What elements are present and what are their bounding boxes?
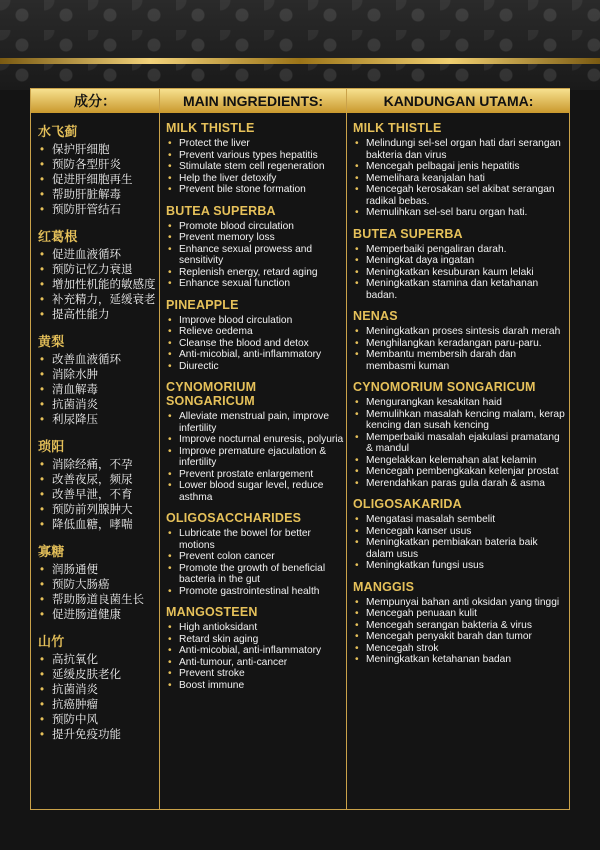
benefit-item: • Anti-micobial, anti-inflammatory [166,349,344,361]
benefit-item: • 利尿降压 [38,413,156,428]
ingredient-title: 山竹 [38,634,65,649]
benefit-item: • 帮助肠道良菌生长 [38,593,156,608]
ingredient-section [166,121,344,196]
benefit-item: • 提高性能力 [38,308,156,323]
benefit-item: • Anti-micobial, anti-inflammatory [166,645,344,657]
ingredient-title: BUTEA SUPERBA [353,226,463,241]
benefit-item: • Meningkatkan proses sintesis darah merah [353,326,567,338]
benefit-list [353,326,567,372]
benefit-item: • 降低血糖，哮喘 [38,518,156,533]
benefit-item: • Prevent colon cancer [166,551,344,563]
ingredient-title: MANGOSTEEN [166,605,258,619]
benefit-item: • 预防大肠癌 [38,578,156,593]
ingredient-title: OLIGOSAKARIDA [353,497,462,511]
benefit-item: • Anti-tumour, anti-cancer [166,657,344,669]
ingredient-title: MILK THISTLE [353,121,442,135]
benefit-list [166,138,344,196]
benefit-item: • 延缓皮肤老化 [38,668,156,683]
decorative-pattern [0,0,600,90]
ingredient-section [166,204,344,290]
benefit-item: • Memperbaiki masalah ejakulasi pramatang & mandul [353,432,567,455]
benefit-item: • Prevent prostate enlargement [166,469,344,481]
benefit-item: • Lower blood sugar level, reduce asthma [166,480,344,503]
benefit-list [353,397,567,489]
benefit-item: • Replenish energy, retard aging [166,267,344,279]
benefit-item: • Prevent memory loss [166,232,344,244]
benefit-item: • 预防中风 [38,713,156,728]
ingredient-title: OLIGOSACCHARIDES [166,511,302,525]
benefit-item: • 消除经痛，不孕 [38,458,156,473]
benefit-list [166,315,344,373]
ingredient-section [166,298,344,373]
benefit-item: • Mengelakkan kelemahan alat kelamin [353,455,567,467]
benefit-item: • Enhance sexual prowess and sensitivity [166,244,344,267]
benefit-item: • Cleanse the blood and detox [166,338,344,350]
benefit-item: • 抗菌消炎 [38,683,156,698]
ingredient-title: NENAS [353,309,398,323]
benefit-item: • Help the liver detoxify [166,173,344,185]
ingredient-title: 寡糖 [38,544,65,559]
benefit-item: • 提升免疫功能 [38,728,156,743]
benefit-item: • Prevent stroke [166,668,344,680]
benefit-item: • Improve blood circulation [166,315,344,327]
benefit-item: • Memperbaiki pengaliran darah. [353,244,567,256]
benefit-item: • Merendahkan paras gula darah & asma [353,478,567,490]
benefit-item: • Promote the growth of beneficial bacteria in the gut [166,563,344,586]
benefit-list [166,528,344,597]
benefit-item: • Memelihara keanjalan hati [353,173,567,185]
gold-divider [0,58,600,64]
benefit-item: • 清血解毒 [38,383,156,398]
benefit-item: • Meningkatkan kesuburan kaum lelaki [353,267,567,279]
benefit-item: • 消除水肿 [38,368,156,383]
column-divider [346,89,347,809]
benefit-item: • Stimulate stem cell regeneration [166,161,344,173]
benefit-item: • Mengurangkan kesakitan haid [353,397,567,409]
benefit-item: • Alleviate menstrual pain, improve infertility [166,411,344,434]
benefit-item: • Meningkatkan ketahanan badan [353,654,567,666]
benefit-list [38,143,156,218]
benefit-item: • Mengatasi masalah sembelit [353,514,567,526]
ingredient-section [38,121,156,218]
ingredient-section [353,309,567,372]
benefit-item: • Meningkatkan pembiakan bateria baik dalam usus [353,537,567,560]
benefit-list [38,458,156,533]
benefit-item: • Memulihkan masalah kencing malam, kerap kencing dan susah kencing [353,409,567,432]
ingredient-section [38,436,156,533]
benefit-item: • 预防各型肝炎 [38,158,156,173]
benefit-item: • 促进肠道健康 [38,608,156,623]
benefit-item: • Meningkatkan stamina dan ketahanan badan. [353,278,567,301]
ingredient-title: PINEAPPLE [166,297,239,312]
benefit-item: • Relieve oedema [166,326,344,338]
benefit-item: • Meningkat daya ingatan [353,255,567,267]
header-malay: KANDUNGAN UTAMA: [347,89,570,113]
benefit-item: • Promote gastrointestinal health [166,586,344,598]
ingredients-table [30,88,570,810]
benefit-item: • Improve nocturnal enuresis, polyuria [166,434,344,446]
benefit-item: • Mencegah kerosakan sel akibat serangan radikal bebas. [353,184,567,207]
benefit-item: • Promote blood circulation [166,221,344,233]
ingredient-title: 水飞蓟 [38,124,78,139]
benefit-item: • Improve premature ejaculation & infertility [166,446,344,469]
benefit-item: • 改善血液循环 [38,353,156,368]
column-english [166,119,344,803]
benefit-list [38,653,156,743]
benefit-item: • Mencegah serangan bakteria & virus [353,620,567,632]
benefit-item: • Lubricate the bowel for better motions [166,528,344,551]
ingredient-title: BUTEA SUPERBA [166,203,276,218]
benefit-item: • 促进肝细胞再生 [38,173,156,188]
ingredient-section [166,605,344,691]
ingredient-section [38,631,156,743]
ingredient-section [38,541,156,623]
benefit-item: • 抗癌肿瘤 [38,698,156,713]
benefit-list [166,411,344,503]
benefit-item: • 润肠通便 [38,563,156,578]
benefit-list [353,138,567,219]
benefit-item: • Enhance sexual function [166,278,344,290]
ingredient-section [38,331,156,428]
benefit-item: • Mempunyai bahan anti oksidan yang tinggi [353,597,567,609]
benefit-item: • 抗菌消炎 [38,398,156,413]
benefit-item: • Menghilangkan keradangan paru-paru. [353,338,567,350]
benefit-list [353,597,567,666]
header-english: MAIN INGREDIENTS: [160,89,346,113]
column-chinese [38,119,156,803]
benefit-item: • Retard skin aging [166,634,344,646]
benefit-list [38,353,156,428]
benefit-item: • Memulihkan sel-sel baru organ hati. [353,207,567,219]
benefit-item: • 预防记忆力衰退 [38,263,156,278]
benefit-list [38,248,156,323]
benefit-item: • 保护肝细胞 [38,143,156,158]
benefit-item: • 帮助肝脏解毒 [38,188,156,203]
ingredient-title: MANGGIS [353,579,415,594]
column-malay [353,119,567,803]
benefit-item: • Membantu membersih darah dan membasmi kuman [353,349,567,372]
ingredient-title: 黄梨 [38,334,65,349]
benefit-item: • Prevent bile stone formation [166,184,344,196]
ingredient-title: 红葛根 [38,229,78,244]
benefit-item: • 促进血液循环 [38,248,156,263]
benefit-item: • Mencegah pelbagai jenis hepatitis [353,161,567,173]
benefit-item: • Diurectic [166,361,344,373]
column-divider [159,89,160,809]
benefit-item: • 增加性机能的敏感度 [38,278,156,293]
ingredient-section [353,121,567,219]
ingredient-section [353,227,567,302]
benefit-item: • 预防肝管结石 [38,203,156,218]
benefit-item: • Mencegah kanser usus [353,526,567,538]
ingredient-section [353,497,567,572]
benefit-item: • Boost immune [166,680,344,692]
ingredient-section [353,580,567,666]
ingredient-title: MILK THISTLE [166,121,255,135]
benefit-list [166,221,344,290]
benefit-list [38,563,156,623]
benefit-item: • 高抗氧化 [38,653,156,668]
ingredient-title: CYNOMORIUM SONGARICUM [166,380,257,408]
benefit-item: • Protect the liver [166,138,344,150]
benefit-item: • Meningkatkan fungsi usus [353,560,567,572]
header-chinese: 成分： [31,89,159,113]
benefit-item: • 补充精力，延缓衰老 [38,293,156,308]
ingredient-section [166,511,344,597]
benefit-list [353,244,567,302]
ingredient-title: 琐阳 [38,439,65,454]
ingredient-section [166,380,344,503]
benefit-item: • Prevent various types hepatitis [166,150,344,162]
benefit-item: • Mencegah pembengkakan kelenjar prostat [353,466,567,478]
benefit-list [166,622,344,691]
benefit-list [353,514,567,572]
benefit-item: • Mencegah strok [353,643,567,655]
ingredient-section [38,226,156,323]
benefit-item: • Mencegah penuaan kulit [353,608,567,620]
ingredient-title: CYNOMORIUM SONGARICUM [353,380,536,394]
benefit-item: • 改善早泄，不育 [38,488,156,503]
ingredient-section [353,380,567,489]
benefit-item: • 改善夜尿，频尿 [38,473,156,488]
benefit-item: • Mencegah penyakit barah dan tumor [353,631,567,643]
benefit-item: • 预防前列腺肿大 [38,503,156,518]
benefit-item: • High antioksidant [166,622,344,634]
benefit-item: • Melindungi sel-sel organ hati dari serangan bakteria dan virus [353,138,567,161]
